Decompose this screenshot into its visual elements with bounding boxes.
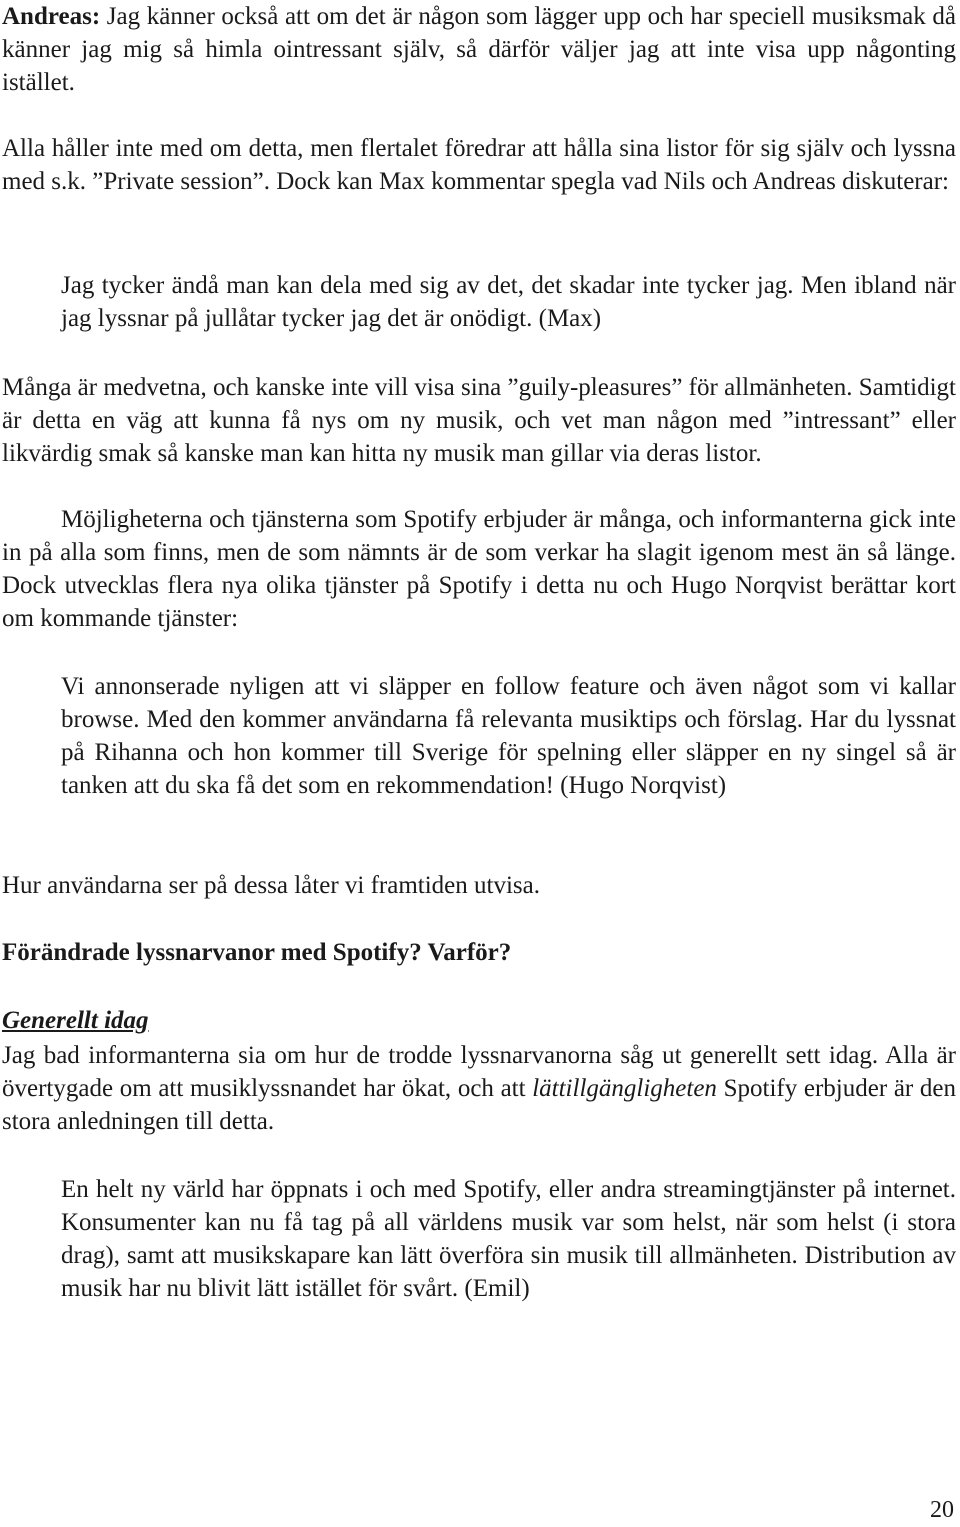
paragraph-guilty-pleasures: Många är medvetna, och kanske inte vill visa sina ”guily-pleasures” för allmänheten. Samtidigt är detta en väg att kunna få nys om ny musik, och vet man någon med ”intressant” eller likvärdig smak så kanske man kan hitta ny musik man gillar via deras listor.: [2, 374, 956, 467]
subheading: Generellt idag: [2, 1007, 149, 1034]
paragraph-private-session: Alla håller inte med om detta, men flertalet föredrar att hålla sina listor för sig själv och lyssna med s.k. ”Private session”. Dock kan Max kommentar spegla vad Nils och Andreas diskuterar:: [2, 135, 956, 195]
page-number: 20: [930, 1497, 954, 1523]
paragraph-spotify-services: Möjligheterna och tjänsterna som Spotify erbjuder är många, och informanterna gick inte in på alla som finns, men de som nämnts är de som verkar ha slagit igenom mest än så länge. Dock utvecklas flera nya olika tjänster på Spotify i detta nu och Hugo Norqvist berättar kort om kommande tjänster:: [2, 506, 956, 632]
paragraph-general-listening: [2, 1039, 956, 1138]
general-text-after: Spotify erbjuder är den stora anledningen till detta.: [2, 1075, 956, 1135]
general-text-emphasis: lättillgängligheten: [532, 1075, 717, 1102]
interview-excerpt-andreas: [2, 0, 956, 99]
paragraph-future: Hur användarna ser på dessa låter vi framtiden utvisa.: [2, 872, 540, 899]
section-heading: Förändrade lyssnarvanor med Spotify? Varför?: [2, 939, 512, 966]
speaker-label: Andreas:: [2, 3, 101, 30]
block-quote-hugo: Vi annonserade nyligen att vi släpper en follow feature och även något som vi kallar browse. Med den kommer användarna få relevanta musiktips och förslag. Har du lyssnat på Rihanna och hon kommer till Sverige för spelning eller släpper en ny singel så är tanken att du ska få det som en rekommendation! (Hugo Norqvist): [61, 673, 956, 799]
block-quote-max: Jag tycker ändå man kan dela med sig av det, det skadar inte tycker jag. Men ibland när jag lyssnar på jullåtar tycker jag det är onödigt. (Max): [61, 272, 956, 332]
andreas-quote-text: Jag känner också att om det är någon som lägger upp och har speciell musiksmak då känner jag mig så himla ointressant själv, så därför väljer jag att inte visa upp någonting istället.: [2, 3, 956, 96]
general-text-before: Jag bad informanterna sia om hur de trodde lyssnarvanorna såg ut generellt sett idag. Alla är övertygade om att musiklyssnandet har ökat, och att: [2, 1042, 956, 1102]
block-quote-emil: En helt ny värld har öppnats i och med Spotify, eller andra streamingtjänster på internet. Konsumenter kan nu få tag på all världens musik var som helst, när som helst (i stora drag), samt att musikskapare kan lätt överföra sin musik till allmänheten. Distribution av musik har nu blivit lätt istället för svårt. (Emil): [61, 1176, 956, 1302]
